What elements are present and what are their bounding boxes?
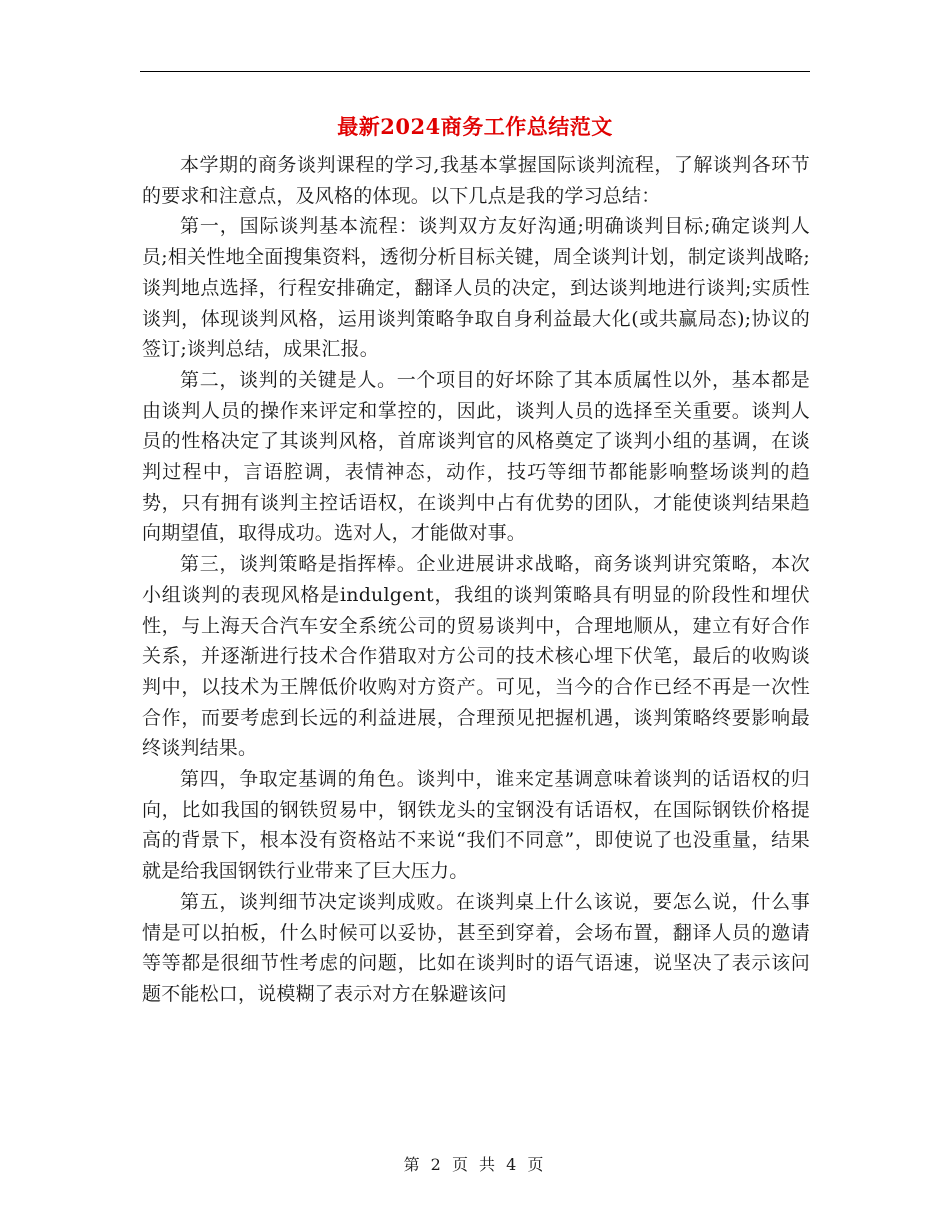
- paragraph-third-point: 第三，谈判策略是指挥棒。企业进展讲求战略，商务谈判讲究策略，本次小组谈判的表现风格是indulgent，我组的谈判策略具有明显的阶段性和埋伏性，与上海天合汽车安全系统公司的贸易谈判中，合理地顺从，建立有好合作关系，并逐渐进行技术合作猎取对方公司的技术核心埋下伏笔，最后的收购谈判中，以技术为王牌低价收购对方资产。可见，当今的合作已经不再是一次性合作，而要考虑到长远的利益进展，合理预见把握机遇，谈判策略终要影响最终谈判结果。: [142, 553, 810, 760]
- document-body: [142, 150, 810, 1010]
- paragraph-fifth-point: 第五，谈判细节决定谈判成败。在谈判桌上什么该说，要怎么说，什么事情是可以拍板，什么时候可以妥协，甚至到穿着，会场布置，翻译人员的邀请等等都是很细节性考虑的问题，比如在谈判时的语气语速，说坚决了表示该问题不能松口，说模糊了表示对方在躲避该问: [142, 890, 810, 1005]
- paragraph-fourth-point: 第四，争取定基调的角色。谈判中，谁来定基调意味着谈判的话语权的归向，比如我国的钢铁贸易中，钢铁龙头的宝钢没有话语权，在国际钢铁价格提高的背景下，根本没有资格站不来说“我们不同意”，即使说了也没重量，结果就是给我国钢铁行业带来了巨大压力。: [142, 768, 810, 883]
- document-title: 最新2024商务工作总结范文: [337, 114, 613, 139]
- page-number: 第 2 页 共 4 页: [403, 1155, 547, 1174]
- paragraph-intro: 本学期的商务谈判课程的学习,我基本掌握国际谈判流程，了解谈判各环节的要求和注意点，及风格的体现。以下几点是我的学习总结：: [142, 154, 810, 207]
- header-rule: [140, 71, 810, 72]
- paragraph-first-point: 第一，国际谈判基本流程：谈判双方友好沟通;明确谈判目标;确定谈判人员;相关性地全面搜集资料，透彻分析目标关键，周全谈判计划，制定谈判战略;谈判地点选择，行程安排确定，翻译人员的决定，到达谈判地进行谈判;实质性谈判，体现谈判风格，运用谈判策略争取自身利益最大化(或共赢局态);协议的签订;谈判总结，成果汇报。: [142, 215, 810, 361]
- paragraph-second-point: 第二，谈判的关键是人。一个项目的好坏除了其本质属性以外，基本都是由谈判人员的操作来评定和掌控的，因此，谈判人员的选择至关重要。谈判人员的性格决定了其谈判风格，首席谈判官的风格奠定了谈判小组的基调，在谈判过程中，言语腔调，表情神态，动作，技巧等细节都能影响整场谈判的趋势，只有拥有谈判主控话语权，在谈判中占有优势的团队，才能使谈判结果趋向期望值，取得成功。选对人，才能做对事。: [142, 368, 810, 545]
